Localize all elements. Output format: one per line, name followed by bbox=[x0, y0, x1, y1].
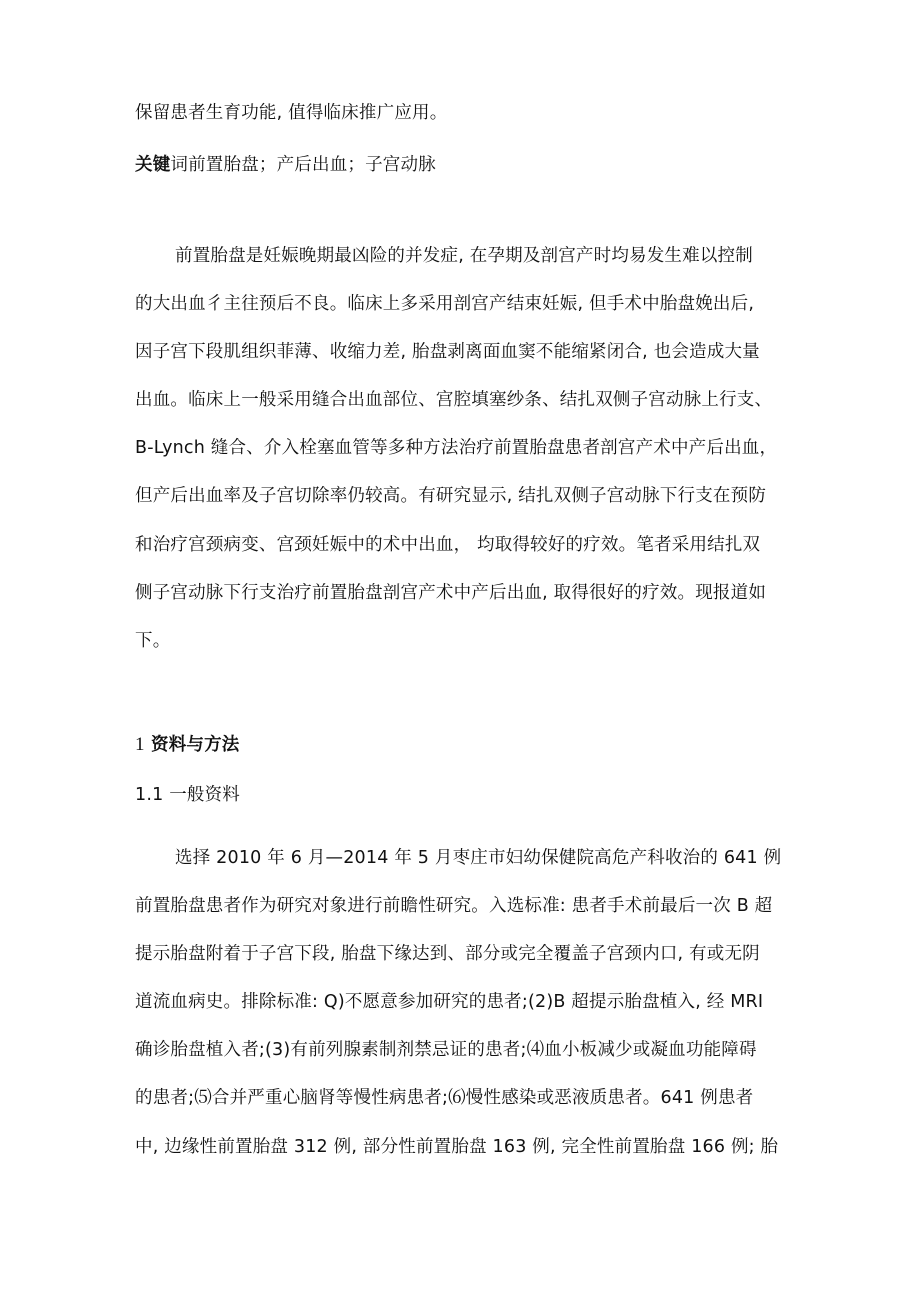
keywords-label: 关键 bbox=[135, 155, 171, 175]
paragraph-line: 下。 bbox=[135, 631, 171, 651]
paragraph-line: 出血。临床上一般采用缝合出血部位、宫腔填塞纱条、结扎双侧子宫动脉上行支、 bbox=[135, 390, 773, 410]
section-title: 资料与方法 bbox=[151, 735, 240, 755]
paragraph-line: 和治疗宫颈病变、宫颈妊娠中的术中出血， 均取得较好的疗效。笔者采用结扎双 bbox=[135, 535, 761, 555]
section-number: 1 bbox=[135, 734, 145, 755]
paragraph-line: 道流血病史。排除标准: Q)不愿意参加研究的患者;(2)B 超提示胎盘植入, 经 MRI bbox=[135, 992, 764, 1012]
paragraph-line: 侧子宫动脉下行支治疗前置胎盘剖宫产术中产后出血, 取得很好的疗效。现报道如 bbox=[135, 583, 767, 603]
paragraph-line: B-Lynch 缝合、介入栓塞血管等多种方法治疗前置胎盘患者剖宫产术中产后出血， bbox=[135, 438, 778, 458]
paragraph-line: 前置胎盘患者作为研究对象进行前瞻性研究。入选标准: 患者手术前最后一次 B 超 bbox=[135, 896, 773, 916]
paragraph-line: 提示胎盘附着于子宫下段, 胎盘下缘达到、部分或完全覆盖子宫颈内口, 有或无阴 bbox=[135, 944, 760, 964]
paragraph-line: 确诊胎盘植入者;(3)有前列腺素制剂禁忌证的患者;⑷血小板减少或凝血功能障碍 bbox=[135, 1040, 757, 1060]
abstract-tail: 保留患者生育功能, 值得临床推广应用。 bbox=[135, 103, 448, 123]
paragraph-line: 的大出血彳主往预后不良。临床上多采用剖宫产结束妊娠, 但手术中胎盘娩出后, bbox=[135, 294, 755, 314]
paragraph-line: 因子宫下段肌组织菲薄、收缩力差, 胎盘剥离面血窦不能缩紧闭合, 也会造成大量 bbox=[135, 342, 760, 362]
paragraph-line: 中, 边缘性前置胎盘 312 例, 部分性前置胎盘 163 例, 完全性前置胎盘 166 例; 胎 bbox=[135, 1137, 779, 1157]
keywords-line bbox=[135, 153, 795, 177]
keywords-text: 词前置胎盘；产后出血；子宫动脉 bbox=[170, 155, 436, 175]
paragraph-line: 的患者;⑸合并严重心脑肾等慢性病患者;⑹慢性感染或恶液质患者。641 例患者 bbox=[135, 1088, 754, 1108]
paragraph-line: 选择 2010 年 6 月—2014 年 5 月枣庄市妇幼保健院高危产科收治的 641 例 bbox=[175, 848, 782, 868]
section-heading bbox=[135, 733, 795, 757]
paragraph-line: 但产后出血率及子宫切除率仍较高。有研究显示, 结扎双侧子宫动脉下行支在预防 bbox=[135, 486, 767, 506]
subsection-heading: 1.1 一般资料 bbox=[135, 785, 240, 805]
paragraph-line: 前置胎盘是妊娠晚期最凶险的并发症, 在孕期及剖宫产时均易发生难以控制 bbox=[175, 246, 753, 266]
